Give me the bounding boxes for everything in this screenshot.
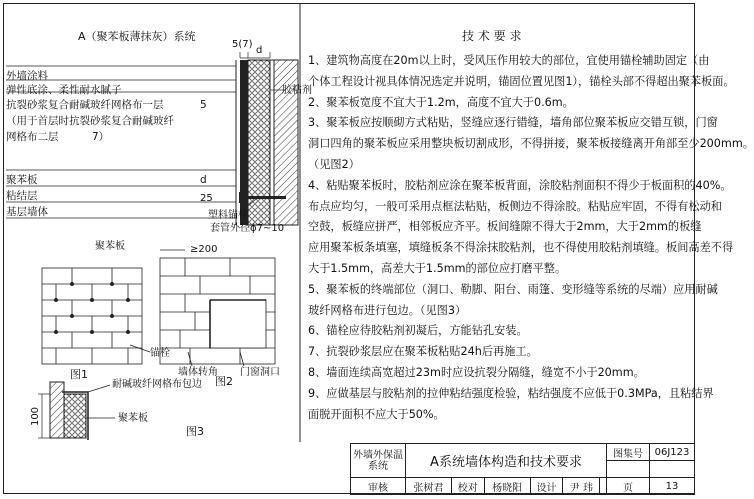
requirement-line: （见图2）: [308, 158, 360, 171]
fig2-opening-label: 门窗洞口: [240, 367, 280, 378]
requirement-line: 5、聚苯板的终端部位（洞口、勒脚、阳台、雨篷、变形缝等系统的尽端）应用耐碱: [308, 282, 718, 296]
layer-putty: 弹性底涂、柔性耐水腻子: [6, 84, 122, 96]
layer-eps-thk: d: [200, 174, 207, 186]
fig2-label: 图2: [215, 375, 233, 388]
fig3-drawing: [38, 382, 115, 440]
requirement-line: 2、聚苯板宽度不宜大于1.2m，高度不宜大于0.6m。: [308, 95, 574, 109]
label-anchor-note: 套管外径ϕ7~10: [210, 223, 285, 234]
tb-review: 审核: [351, 478, 406, 495]
requirement-line: 洞口四角的聚苯板应采用整块板切割成形，不得拼接，聚苯板接缝离开角部至少200mm。: [308, 137, 754, 151]
fig1-anchor-label: 锚栓: [150, 348, 170, 359]
layer-mesh-thk-1: 5: [200, 99, 207, 111]
tb-atlas-label: 图集号: [607, 444, 650, 461]
layer-coating: 外墙涂料: [6, 70, 48, 82]
fig2-drawing: [160, 250, 275, 366]
requirement-line: 面脱开面积不应大于50%。: [308, 407, 445, 421]
requirement-line: 布点应均匀，一般可采用点框法粘贴，板侧边不得涂胶。粘贴应牢固，不得有松动和: [308, 199, 722, 213]
fig1-drawing: [42, 268, 150, 364]
layer-mesh-3: 网格布二层: [6, 131, 59, 143]
layer-base-wall: 基层墙体: [6, 206, 48, 218]
fig1-eps-label: 聚苯板: [95, 241, 125, 252]
layer-mesh-2: （用于首层时抗裂砂浆复合耐碱玻纤: [6, 115, 174, 127]
tb-reviewer: 张树君: [406, 478, 452, 495]
layer-eps: 聚苯板: [6, 174, 38, 186]
title-block: [350, 443, 695, 495]
dim-d: d: [256, 45, 263, 56]
requirement-line: 8、墙面连续高宽超过23m时应设抗裂分隔缝，缝宽不小于20mm。: [308, 366, 645, 379]
fig1-label: 图1: [70, 368, 88, 381]
requirement-line: 应用聚苯板条填塞，填缝板条不得涂抹胶粘剂，也不得使用胶粘剂填缝。板间高差不得: [308, 241, 734, 255]
tb-atlas-no: 06J123: [650, 444, 695, 461]
tb-page-no: 13: [650, 478, 695, 495]
system-title: A（聚苯板薄抹灰）系统: [78, 30, 196, 43]
fig2-corner-label: 墙体转角: [178, 367, 218, 378]
tb-design: 设计: [530, 478, 563, 495]
requirement-line: 大于1.5mm，高差大于1.5mm的部位应打磨平整。: [308, 262, 567, 275]
requirements-heading: 技 术 要 求: [462, 29, 522, 43]
dim-25: 25: [200, 193, 213, 204]
requirement-line: 个体工程设计视具体情况选定并说明，锚固位置见图1），锚栓头部不得超出聚苯板面。: [308, 74, 735, 88]
tb-check: 校对: [451, 478, 484, 495]
tb-system: 外墙外保温 系统: [351, 444, 406, 478]
fig3-dim: 100: [30, 406, 42, 427]
fig3-eps-label: 聚苯板: [118, 413, 148, 424]
requirement-line: 1、建筑物高度在20m以上时，受风压作用较大的部位，宜使用锚栓辅助固定（由: [308, 54, 710, 67]
tb-designer: 尹 玮: [563, 478, 600, 495]
fig2-dim: ≥200: [190, 244, 218, 255]
label-anchor: 塑料锚栓: [208, 210, 248, 221]
fig3-mesh-label: 耐碱玻纤网格布包边: [112, 379, 202, 390]
requirement-line: 玻纤网格布进行包边。（见图3）: [308, 303, 467, 317]
requirement-line: 7、抗裂砂浆层应在聚苯板粘贴24h后再施工。: [308, 345, 538, 359]
requirement-line: 空鼓，板缝应拼严，相邻板应齐平。板间缝隙不得大于2mm，大于2mm的板缝: [308, 220, 702, 234]
requirement-line: 3、聚苯板应按顺砌方式粘贴，竖缝应逐行错缝，墙角部位聚苯板应交错互锁，门窗: [308, 116, 718, 130]
layer-mesh-thk-2: 7）: [92, 131, 110, 143]
layer-adhesive: 粘结层: [6, 190, 38, 202]
tb-page-label: 页: [607, 478, 650, 495]
layer-mesh-1: 抗裂砂浆复合耐碱玻纤网格布一层: [6, 99, 164, 111]
label-glue: 胶粘剂: [282, 85, 312, 96]
requirement-line: 6、锚栓应待胶粘剂初凝后，方能钻孔安装。: [308, 324, 528, 338]
fig3-label: 图3: [186, 425, 204, 438]
requirement-line: 4、粘贴聚苯板时，胶粘剂应涂在聚苯板背面，涂胶粘剂面积不得少于板面积的40%。: [308, 178, 732, 192]
requirement-line: 9、应做基层与胶粘剂的拉伸粘结强度检验，粘结强度不应低于0.3MPa，且粘结界: [308, 386, 714, 400]
tb-title: A系统墙体构造和技术要求: [406, 444, 607, 478]
dim-top: 5(7): [232, 39, 253, 50]
tb-checker: 杨晓阳: [484, 478, 530, 495]
